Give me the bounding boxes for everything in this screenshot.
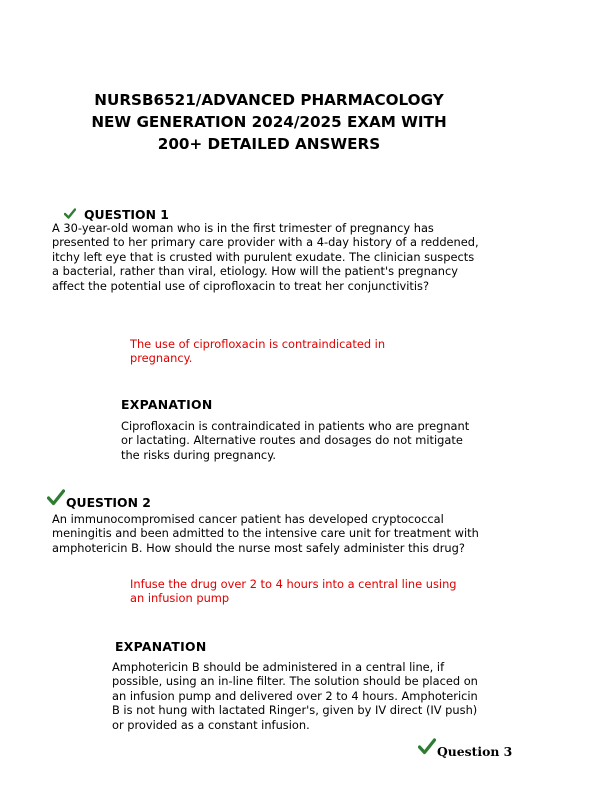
- check-icon: [418, 738, 436, 755]
- text-line: a bacterial, rather than viral, etiology. How will the patient's pregnancy: [52, 264, 459, 279]
- title-line: NURSB6521/ADVANCED PHARMACOLOGY: [94, 91, 444, 109]
- text-line: affect the potential use of ciprofloxacin to treat her conjunctivitis?: [52, 278, 430, 293]
- title-line: NEW GENERATION 2024/2025 EXAM WITH: [91, 113, 447, 131]
- question-1-answer: [130, 337, 385, 366]
- text-line: An immunocompromised cancer patient has developed cryptococcal: [52, 512, 444, 526]
- question-2-heading: QUESTION 2: [66, 495, 151, 510]
- text-line: A 30-year-old woman who is in the first trimester of pregnancy has: [52, 221, 434, 235]
- explanation-line: possible, using an in-line filter. The solution should be placed on: [112, 674, 478, 689]
- answer-line: an infusion pump: [130, 591, 230, 606]
- text-line: amphotericin B. How should the nurse most safely administer this drug?: [52, 540, 465, 555]
- text-line: presented to her primary care provider with a 4-day history of a reddened,: [52, 235, 479, 250]
- question-1-text: [52, 221, 479, 293]
- question-1-explanation-heading: EXPANATION: [121, 397, 213, 412]
- question-3-heading: Question 3: [437, 744, 513, 759]
- answer-line: The use of ciprofloxacin is contraindicated in: [130, 337, 386, 351]
- question-1-heading: QUESTION 1: [84, 207, 169, 222]
- explanation-line: the risks during pregnancy.: [121, 447, 276, 462]
- text-line: itchy left eye that is crusted with purulent exudate. The clinician suspects: [52, 249, 475, 264]
- question-2-explanation: [112, 660, 478, 732]
- question-2-answer: [130, 577, 457, 606]
- question-1-explanation: [121, 419, 469, 462]
- document-title: [60, 89, 478, 155]
- check-icon: [64, 208, 76, 219]
- explanation-line: or provided as a constant infusion.: [112, 717, 310, 732]
- title-line: 200+ DETAILED ANSWERS: [157, 135, 381, 153]
- explanation-line: an infusion pump and delivered over 2 to 4 hours. Amphotericin: [112, 688, 478, 703]
- answer-line: pregnancy.: [130, 351, 193, 366]
- explanation-line: Amphotericin B should be administered in a central line, if: [112, 660, 445, 674]
- explanation-line: B is not hung with lactated Ringer's, given by IV direct (IV push): [112, 703, 478, 718]
- question-2-explanation-heading: EXPANATION: [115, 639, 207, 654]
- explanation-line: or lactating. Alternative routes and dosages do not mitigate: [121, 433, 463, 448]
- answer-line: Infuse the drug over 2 to 4 hours into a central line using: [130, 577, 457, 591]
- question-2-text: [52, 512, 479, 555]
- text-line: meningitis and been admitted to the intensive care unit for treatment with: [52, 526, 479, 541]
- check-icon: [47, 489, 65, 506]
- explanation-line: Ciprofloxacin is contraindicated in patients who are pregnant: [121, 419, 470, 433]
